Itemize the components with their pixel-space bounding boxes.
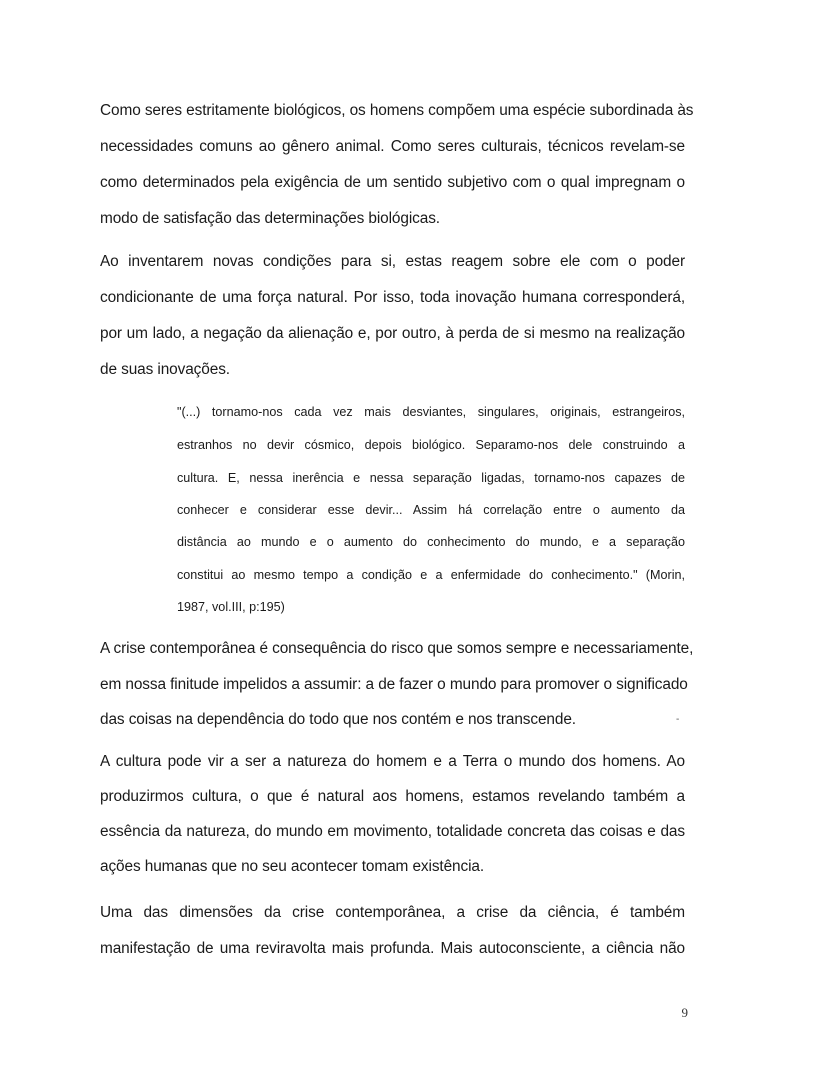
quote-line: conhecer e considerar esse devir... Assim há correlação entre o aumento da: [177, 503, 685, 517]
paragraph-line: por um lado, a negação da alienação e, por outro, à perda de si mesmo na realização: [100, 325, 685, 342]
quote-line: distância ao mundo e o aumento do conhecimento do mundo, e a separação: [177, 535, 685, 549]
paragraph-line: A cultura pode vir a ser a natureza do homem e a Terra o mundo dos homens. Ao: [100, 753, 685, 770]
paragraph-line: manifestação de uma reviravolta mais profunda. Mais autoconsciente, a ciência não: [100, 940, 685, 957]
paragraph-line: Como seres estritamente biológicos, os homens compõem uma espécie subordinada às: [100, 102, 694, 119]
paragraph-line: de suas inovações.: [100, 361, 230, 378]
paragraph-line: em nossa finitude impelidos a assumir: a de fazer o mundo para promover o significado: [100, 676, 688, 693]
paragraph-line: das coisas na dependência do todo que nos contém e nos transcende.: [100, 711, 576, 728]
quote-line: "(...) tornamo-nos cada vez mais desviantes, singulares, originais, estrangeiros,: [177, 405, 685, 419]
quote-line: constitui ao mesmo tempo a condição e a enfermidade do conhecimento." (Morin,: [177, 568, 685, 582]
paragraph-line: ações humanas que no seu acontecer tomam existência.: [100, 858, 485, 875]
paragraph-line: modo de satisfação das determinações biológicas.: [100, 210, 440, 227]
quote-line: estranhos no devir cósmico, depois biológico. Separamo-nos dele construindo a: [177, 438, 685, 452]
paragraph-line: Uma das dimensões da crise contemporânea, a crise da ciência, é também: [100, 904, 685, 921]
paragraph-line: produzirmos cultura, o que é natural aos homens, estamos revelando também a: [100, 788, 685, 805]
paragraph-line: A crise contemporânea é consequência do risco que somos sempre e necessariamente,: [100, 640, 694, 657]
paragraph-line: condicionante de uma força natural. Por isso, toda inovação humana corresponderá,: [100, 289, 685, 306]
paragraph-line: como determinados pela exigência de um sentido subjetivo com o qual impregnam o: [100, 174, 685, 191]
quote-citation: 1987, vol.III, p:195): [177, 600, 285, 614]
paragraph-line: essência da natureza, do mundo em movimento, totalidade concreta das coisas e das: [100, 823, 685, 840]
page-number: 9: [681, 1005, 688, 1020]
scan-mark: -: [676, 714, 680, 725]
quote-line: cultura. E, nessa inerência e nessa separação ligadas, tornamo-nos capazes de: [177, 471, 685, 485]
paragraph-line: necessidades comuns ao gênero animal. Como seres culturais, técnicos revelam-se: [100, 138, 685, 155]
paragraph-line: Ao inventarem novas condições para si, estas reagem sobre ele com o poder: [100, 253, 685, 270]
